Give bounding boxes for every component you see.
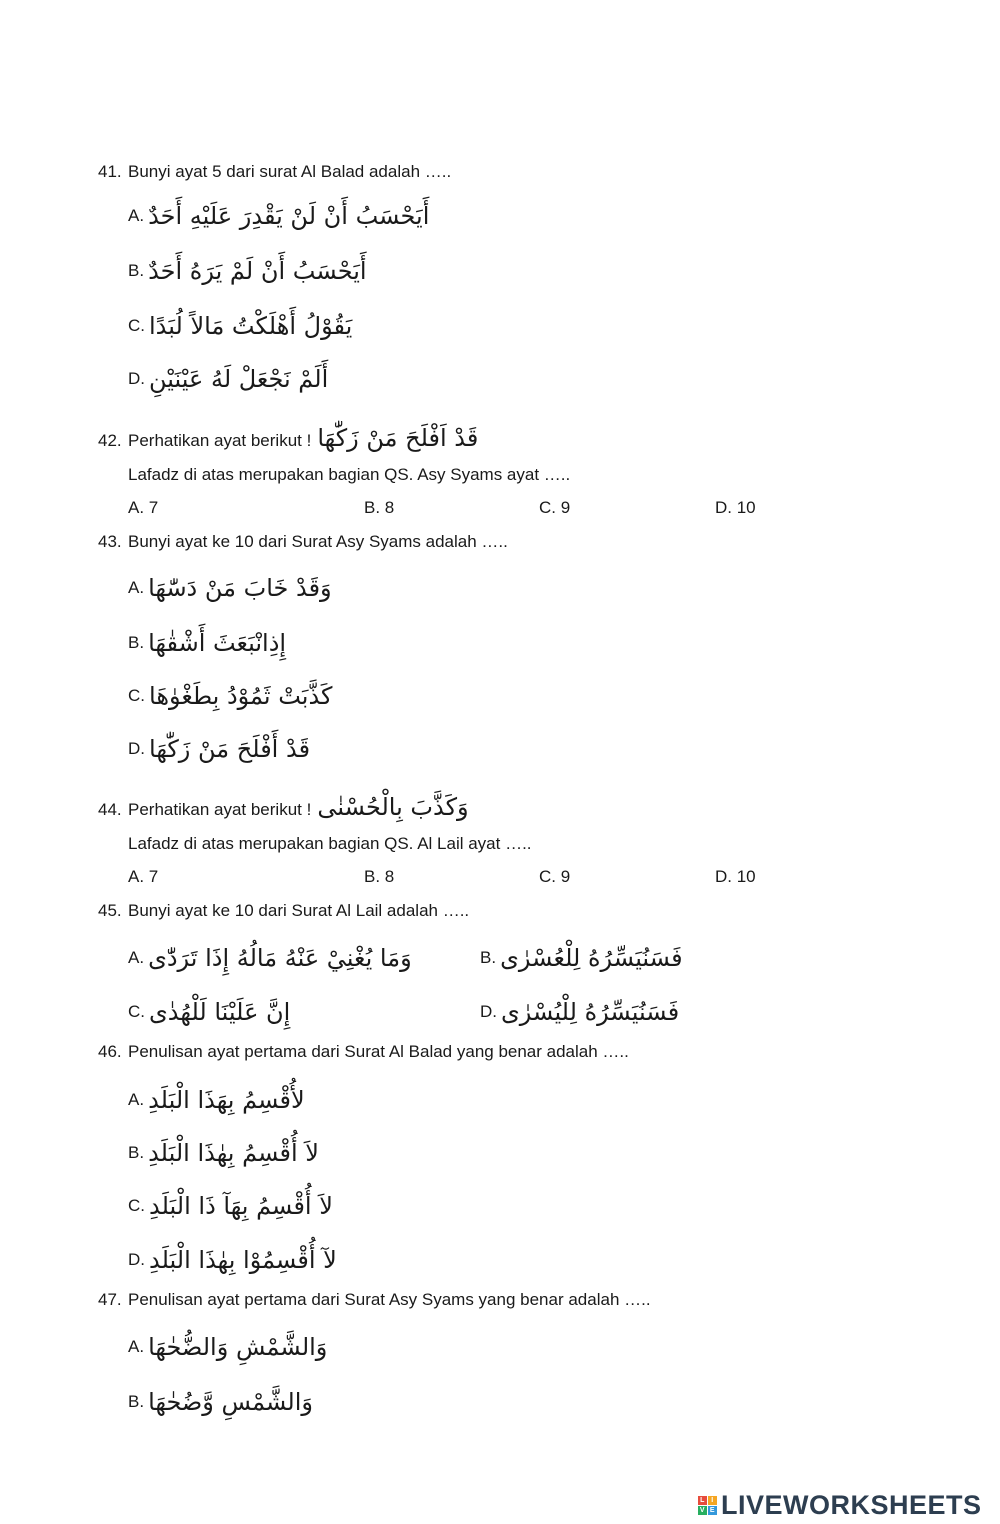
q44-option-c[interactable]: C. 9	[539, 867, 571, 886]
q41-option-d[interactable]	[128, 367, 328, 391]
option-arabic: وَالشَّمْسِ وَّضُحٰهَا	[148, 1388, 313, 1416]
q42-subtext: Lafadz di atas merupakan bagian QS. Asy Syams ayat …..	[128, 465, 571, 484]
question-text: Penulisan ayat pertama dari Surat Asy Syams yang benar adalah …..	[128, 1290, 651, 1309]
option-arabic: فَسَنُيَسِّرُهُ لِلْعُسْرٰى	[500, 944, 683, 972]
option-label: D.	[128, 739, 145, 758]
option-label: B.	[128, 261, 145, 280]
q44-option-d[interactable]: D. 10	[715, 867, 756, 886]
question-text: Bunyi ayat ke 10 dari Surat Asy Syams adalah …..	[128, 532, 508, 551]
q45-option-b[interactable]	[480, 946, 683, 970]
question-number: 47.	[98, 1290, 122, 1309]
option-label: D.	[128, 369, 145, 388]
option-label: A.	[128, 206, 145, 225]
question-number: 45.	[98, 901, 122, 920]
q46-option-c[interactable]	[128, 1194, 333, 1218]
question-42	[98, 424, 478, 452]
question-text: Perhatikan ayat berikut !	[128, 431, 312, 450]
q46-option-d[interactable]	[128, 1248, 337, 1272]
liveworksheets-logo	[698, 1490, 982, 1521]
q44-option-a[interactable]: A. 7	[128, 867, 159, 886]
question-number: 44.	[98, 800, 122, 819]
q46-option-a[interactable]	[128, 1088, 305, 1112]
option-label: B.	[480, 948, 497, 967]
question-number: 41.	[98, 162, 122, 181]
logo-mark-l: L	[698, 1496, 707, 1505]
option-arabic: أَلَمْ نَجْعَلْ لَهُ عَيْنَيْنِ	[149, 365, 329, 393]
q42-option-a[interactable]: A. 7	[128, 498, 159, 517]
option-label: B.	[128, 1143, 145, 1162]
question-46	[98, 1042, 629, 1062]
option-label: C.	[128, 1002, 145, 1021]
question-43	[98, 532, 508, 552]
option-arabic: لاَ أُقْسِمُ بِهَآ ذَا الْبَلَدِ	[149, 1192, 333, 1220]
question-text: Bunyi ayat 5 dari surat Al Balad adalah …..	[128, 162, 452, 181]
option-arabic: أَيَحْسَبُ أَنْ لَنْ يَقْدِرَ عَلَيْهِ أَحَدٌ	[148, 202, 430, 230]
question-number: 46.	[98, 1042, 122, 1061]
option-arabic: لآ أُقْسِمُوْا بِهٰذَا الْبَلَدِ	[149, 1246, 337, 1274]
logo-mark-icon	[698, 1496, 717, 1515]
option-label: D.	[128, 1250, 145, 1269]
option-arabic: يَقُوْلُ أَهْلَكْتُ مَالاً لُبَدًا	[149, 312, 353, 340]
q43-option-c[interactable]	[128, 684, 332, 708]
question-arabic: قَدْ اَفْلَحَ مَنْ زَكّٰهَا	[317, 424, 479, 452]
question-text: Bunyi ayat ke 10 dari Surat Al Lail adalah …..	[128, 901, 470, 920]
option-arabic: لاَ أُقْسِمُ بِهٰذَا الْبَلَدِ	[148, 1139, 319, 1167]
q47-option-b[interactable]	[128, 1390, 313, 1414]
question-number: 43.	[98, 532, 122, 551]
option-arabic: فَسَنُيَسِّرُهُ لِلْيُسْرٰى	[501, 998, 680, 1026]
q41-option-c[interactable]	[128, 314, 352, 338]
question-text: Perhatikan ayat berikut !	[128, 800, 312, 819]
logo-mark-i: I	[708, 1496, 717, 1505]
q41-option-a[interactable]	[128, 204, 429, 228]
option-label: A.	[128, 1090, 145, 1109]
question-arabic: وَكَذَّبَ بِالْحُسْنٰى	[317, 793, 469, 821]
option-label: A.	[128, 948, 145, 967]
option-label: A.	[128, 1337, 145, 1356]
option-arabic: لأُقْسِمُ بِهَذَا الْبَلَدِ	[148, 1086, 305, 1114]
option-label: C.	[128, 686, 145, 705]
option-label: A.	[128, 578, 145, 597]
question-45	[98, 901, 469, 921]
q43-option-d[interactable]	[128, 737, 310, 761]
option-arabic: وَمَا يُغْنِيْ عَنْهُ مَالُهُ إِذَا تَرَدّٰى	[148, 944, 412, 972]
logo-mark-v: V	[699, 1507, 706, 1514]
option-arabic: وَالشَّمْشِ وَالضُّحٰهَا	[148, 1333, 328, 1361]
q42-option-d[interactable]: D. 10	[715, 498, 756, 517]
q45-option-d[interactable]	[480, 1000, 679, 1024]
option-label: C.	[128, 316, 145, 335]
q45-option-a[interactable]	[128, 946, 412, 970]
option-arabic: أَيَحْسَبُ أَنْ لَمْ يَرَهُ أَحَدٌ	[148, 257, 367, 285]
question-47	[98, 1290, 651, 1310]
q47-option-a[interactable]	[128, 1335, 327, 1359]
q45-option-c[interactable]	[128, 1000, 290, 1024]
question-41	[98, 162, 451, 182]
option-arabic: إِنَّ عَلَيْنَا لَلْهُدٰى	[149, 998, 291, 1026]
option-arabic: إِذِانْبَعَثَ أَشْقٰهَا	[148, 629, 287, 657]
logo-mark-e: E	[709, 1507, 716, 1514]
question-number: 42.	[98, 431, 122, 450]
logo-text: LIVEWORKSHEETS	[721, 1490, 982, 1520]
option-label: B.	[128, 1392, 145, 1411]
q44-subtext: Lafadz di atas merupakan bagian QS. Al Lail ayat …..	[128, 834, 532, 853]
option-label: C.	[128, 1196, 145, 1215]
q46-option-b[interactable]	[128, 1141, 319, 1165]
q43-option-a[interactable]	[128, 576, 332, 600]
q43-option-b[interactable]	[128, 631, 286, 655]
option-arabic: وَقَدْ خَابَ مَنْ دَسّٰهَا	[148, 574, 332, 602]
option-label: B.	[128, 633, 145, 652]
option-arabic: قَدْ أَفْلَحَ مَنْ زَكّٰهَا	[149, 735, 311, 763]
option-label: D.	[480, 1002, 497, 1021]
question-text: Penulisan ayat pertama dari Surat Al Balad yang benar adalah …..	[128, 1042, 629, 1061]
q41-option-b[interactable]	[128, 259, 367, 283]
q42-option-b[interactable]: B. 8	[364, 498, 395, 517]
option-arabic: كَذَّبَتْ ثَمُوْدُ بِطَغْوٰهَا	[149, 682, 333, 710]
q42-option-c[interactable]: C. 9	[539, 498, 571, 517]
question-44	[98, 793, 469, 821]
q44-option-b[interactable]: B. 8	[364, 867, 395, 886]
